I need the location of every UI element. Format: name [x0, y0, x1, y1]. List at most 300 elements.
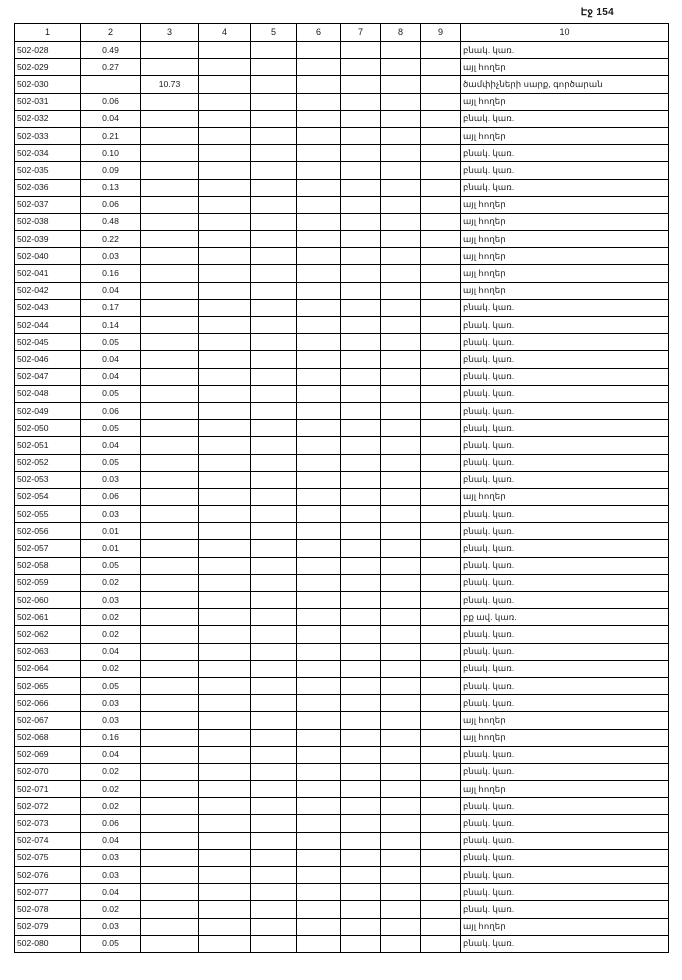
cell-value-3 [141, 351, 199, 368]
cell-value-3 [141, 368, 199, 385]
cell-value-9 [421, 351, 461, 368]
table-row [15, 918, 669, 935]
cell-value-4 [199, 488, 251, 505]
cell-value-4 [199, 282, 251, 299]
cell-value-9 [421, 59, 461, 76]
cell-code: 502-028 [15, 42, 81, 59]
cell-value-5 [251, 609, 297, 626]
cell-value-6 [297, 781, 341, 798]
cell-value-9 [421, 712, 461, 729]
cell-value-8 [381, 110, 421, 127]
table-row [15, 798, 669, 815]
cell-code: 502-076 [15, 867, 81, 884]
cell-code: 502-045 [15, 334, 81, 351]
cell-code: 502-041 [15, 265, 81, 282]
cell-value-4 [199, 420, 251, 437]
cell-value-7 [341, 798, 381, 815]
cell-value-9 [421, 677, 461, 694]
cell-value-9 [421, 901, 461, 918]
cell-value-3 [141, 334, 199, 351]
cell-value-7 [341, 454, 381, 471]
cell-code: 502-059 [15, 574, 81, 591]
cell-value-6 [297, 402, 341, 419]
cell-value-4 [199, 93, 251, 110]
cell-area: 0.05 [81, 334, 141, 351]
table-row [15, 574, 669, 591]
cell-code: 502-056 [15, 523, 81, 540]
cell-value-7 [341, 317, 381, 334]
cell-value-9 [421, 695, 461, 712]
cell-value-8 [381, 506, 421, 523]
cell-value-9 [421, 282, 461, 299]
table-row [15, 351, 669, 368]
cell-value-7 [341, 402, 381, 419]
cell-value-8 [381, 592, 421, 609]
cell-area: 0.21 [81, 127, 141, 144]
cell-area: 0.04 [81, 643, 141, 660]
table-row [15, 935, 669, 952]
cell-value-8 [381, 231, 421, 248]
column-header-2: 2 [81, 24, 141, 42]
cell-area: 0.03 [81, 248, 141, 265]
cell-value-6 [297, 626, 341, 643]
cell-value-9 [421, 643, 461, 660]
cell-value-6 [297, 557, 341, 574]
table-row [15, 265, 669, 282]
cell-value-7 [341, 351, 381, 368]
cell-code: 502-067 [15, 712, 81, 729]
cell-code: 502-061 [15, 609, 81, 626]
cell-value-4 [199, 798, 251, 815]
cell-value-3 [141, 867, 199, 884]
cell-area: 0.03 [81, 592, 141, 609]
cell-area: 0.02 [81, 763, 141, 780]
cell-value-5 [251, 849, 297, 866]
column-header-10: 10 [461, 24, 669, 42]
cell-value-8 [381, 695, 421, 712]
cell-value-7 [341, 763, 381, 780]
cell-value-4 [199, 162, 251, 179]
cell-value-7 [341, 231, 381, 248]
cell-value-9 [421, 884, 461, 901]
cell-value-4 [199, 368, 251, 385]
cell-value-3 [141, 712, 199, 729]
cell-area: 0.02 [81, 574, 141, 591]
cell-code: 502-048 [15, 385, 81, 402]
cell-description: բնակ. կառ. [461, 832, 669, 849]
cell-value-5 [251, 317, 297, 334]
cell-value-5 [251, 935, 297, 952]
cell-value-6 [297, 282, 341, 299]
cell-value-5 [251, 815, 297, 832]
cell-code: 502-069 [15, 746, 81, 763]
cell-code: 502-060 [15, 592, 81, 609]
cell-value-4 [199, 351, 251, 368]
cell-code: 502-074 [15, 832, 81, 849]
cell-value-7 [341, 196, 381, 213]
cell-value-8 [381, 643, 421, 660]
cell-area: 0.04 [81, 746, 141, 763]
cell-value-6 [297, 317, 341, 334]
table-row [15, 626, 669, 643]
cell-value-8 [381, 454, 421, 471]
cell-value-8 [381, 196, 421, 213]
table-row [15, 557, 669, 574]
cell-value-8 [381, 145, 421, 162]
cell-description: այլ հողեր [461, 213, 669, 230]
cell-area: 0.03 [81, 849, 141, 866]
cell-value-4 [199, 695, 251, 712]
land-registry-table [14, 23, 669, 953]
cell-value-3 [141, 196, 199, 213]
cell-value-9 [421, 506, 461, 523]
cell-value-5 [251, 832, 297, 849]
cell-value-9 [421, 849, 461, 866]
cell-code: 502-052 [15, 454, 81, 471]
cell-value-4 [199, 677, 251, 694]
cell-value-6 [297, 729, 341, 746]
cell-value-4 [199, 815, 251, 832]
cell-value-7 [341, 901, 381, 918]
cell-description: ծամփիչների սարք, գործարան [461, 76, 669, 93]
cell-value-3 [141, 798, 199, 815]
cell-area: 0.04 [81, 437, 141, 454]
cell-value-8 [381, 660, 421, 677]
cell-value-3 [141, 729, 199, 746]
cell-value-8 [381, 385, 421, 402]
cell-value-9 [421, 196, 461, 213]
cell-value-3 [141, 609, 199, 626]
cell-value-6 [297, 454, 341, 471]
table-row [15, 59, 669, 76]
cell-value-4 [199, 781, 251, 798]
cell-description: այլ հողեր [461, 729, 669, 746]
cell-value-4 [199, 832, 251, 849]
cell-value-7 [341, 540, 381, 557]
cell-code: 502-075 [15, 849, 81, 866]
cell-value-6 [297, 677, 341, 694]
column-header-5: 5 [251, 24, 297, 42]
cell-value-5 [251, 213, 297, 230]
cell-value-6 [297, 695, 341, 712]
cell-code: 502-058 [15, 557, 81, 574]
table-header-row [15, 24, 669, 42]
cell-value-9 [421, 248, 461, 265]
cell-area: 0.49 [81, 42, 141, 59]
cell-value-4 [199, 110, 251, 127]
cell-value-6 [297, 93, 341, 110]
cell-value-5 [251, 763, 297, 780]
cell-value-9 [421, 626, 461, 643]
cell-value-5 [251, 523, 297, 540]
table-row [15, 832, 669, 849]
cell-value-3 [141, 849, 199, 866]
cell-value-3 [141, 420, 199, 437]
cell-code: 502-034 [15, 145, 81, 162]
cell-value-4 [199, 592, 251, 609]
cell-area: 0.05 [81, 557, 141, 574]
cell-value-3 [141, 385, 199, 402]
cell-area: 0.03 [81, 471, 141, 488]
cell-description: բնակ. կառ. [461, 798, 669, 815]
cell-value-3 [141, 127, 199, 144]
cell-description: բնակ. կառ. [461, 763, 669, 780]
cell-value-3 [141, 213, 199, 230]
cell-value-7 [341, 918, 381, 935]
column-header-9: 9 [421, 24, 461, 42]
cell-value-5 [251, 746, 297, 763]
cell-value-9 [421, 110, 461, 127]
cell-value-8 [381, 901, 421, 918]
cell-value-9 [421, 523, 461, 540]
cell-value-8 [381, 849, 421, 866]
cell-value-4 [199, 248, 251, 265]
cell-value-3 [141, 763, 199, 780]
cell-value-6 [297, 179, 341, 196]
cell-value-5 [251, 488, 297, 505]
cell-value-4 [199, 540, 251, 557]
cell-value-5 [251, 781, 297, 798]
cell-code: 502-040 [15, 248, 81, 265]
cell-value-8 [381, 557, 421, 574]
table-row [15, 609, 669, 626]
cell-value-5 [251, 677, 297, 694]
table-row [15, 815, 669, 832]
cell-value-5 [251, 695, 297, 712]
cell-value-7 [341, 334, 381, 351]
cell-value-6 [297, 385, 341, 402]
cell-value-7 [341, 832, 381, 849]
cell-area: 0.04 [81, 832, 141, 849]
cell-value-6 [297, 334, 341, 351]
table-row [15, 592, 669, 609]
cell-value-6 [297, 849, 341, 866]
cell-value-8 [381, 76, 421, 93]
table-row [15, 299, 669, 316]
cell-code: 502-049 [15, 402, 81, 419]
cell-value-5 [251, 592, 297, 609]
cell-value-4 [199, 609, 251, 626]
cell-value-3 [141, 265, 199, 282]
cell-value-4 [199, 918, 251, 935]
cell-code: 502-033 [15, 127, 81, 144]
cell-code: 502-050 [15, 420, 81, 437]
cell-value-4 [199, 867, 251, 884]
cell-value-7 [341, 884, 381, 901]
cell-description: բնակ. կառ. [461, 299, 669, 316]
cell-value-9 [421, 471, 461, 488]
cell-value-8 [381, 626, 421, 643]
cell-value-6 [297, 867, 341, 884]
cell-value-3 [141, 918, 199, 935]
cell-value-9 [421, 368, 461, 385]
cell-area: 0.06 [81, 815, 141, 832]
cell-value-4 [199, 849, 251, 866]
cell-value-3 [141, 437, 199, 454]
cell-value-7 [341, 265, 381, 282]
cell-value-3 [141, 815, 199, 832]
cell-value-9 [421, 540, 461, 557]
cell-value-3 [141, 643, 199, 660]
cell-value-6 [297, 213, 341, 230]
cell-value-3 [141, 557, 199, 574]
cell-value-6 [297, 110, 341, 127]
cell-area: 0.03 [81, 695, 141, 712]
cell-area: 0.05 [81, 420, 141, 437]
cell-value-7 [341, 935, 381, 952]
cell-area: 0.22 [81, 231, 141, 248]
cell-value-8 [381, 781, 421, 798]
cell-area: 0.04 [81, 884, 141, 901]
cell-value-6 [297, 127, 341, 144]
cell-value-7 [341, 93, 381, 110]
cell-value-6 [297, 368, 341, 385]
column-header-1: 1 [15, 24, 81, 42]
cell-description: բնակ. կառ. [461, 592, 669, 609]
cell-description: բնակ. կառ. [461, 179, 669, 196]
cell-description: այլ հողեր [461, 93, 669, 110]
cell-value-5 [251, 351, 297, 368]
cell-value-8 [381, 299, 421, 316]
table-row [15, 884, 669, 901]
cell-code: 502-047 [15, 368, 81, 385]
cell-value-8 [381, 162, 421, 179]
cell-description: բնակ. կառ. [461, 385, 669, 402]
cell-value-7 [341, 248, 381, 265]
table-row [15, 506, 669, 523]
cell-description: բնակ. կառ. [461, 317, 669, 334]
cell-area: 0.03 [81, 506, 141, 523]
cell-description: բնակ. կառ. [461, 471, 669, 488]
cell-value-8 [381, 471, 421, 488]
cell-value-3 [141, 540, 199, 557]
cell-value-8 [381, 213, 421, 230]
cell-value-4 [199, 935, 251, 952]
cell-value-3 [141, 901, 199, 918]
cell-value-5 [251, 574, 297, 591]
cell-value-6 [297, 265, 341, 282]
cell-value-9 [421, 918, 461, 935]
cell-value-3 [141, 42, 199, 59]
cell-value-4 [199, 437, 251, 454]
cell-value-8 [381, 798, 421, 815]
cell-area: 0.06 [81, 488, 141, 505]
cell-value-9 [421, 420, 461, 437]
cell-value-7 [341, 110, 381, 127]
cell-area: 0.13 [81, 179, 141, 196]
cell-value-8 [381, 179, 421, 196]
cell-value-9 [421, 127, 461, 144]
cell-value-3 [141, 574, 199, 591]
table-row [15, 901, 669, 918]
cell-value-9 [421, 488, 461, 505]
cell-value-4 [199, 746, 251, 763]
cell-value-9 [421, 798, 461, 815]
cell-code: 502-063 [15, 643, 81, 660]
cell-value-7 [341, 488, 381, 505]
cell-value-9 [421, 660, 461, 677]
cell-area: 0.01 [81, 540, 141, 557]
cell-area: 0.02 [81, 901, 141, 918]
cell-code: 502-036 [15, 179, 81, 196]
cell-value-7 [341, 282, 381, 299]
cell-value-5 [251, 42, 297, 59]
cell-value-8 [381, 282, 421, 299]
table-row [15, 110, 669, 127]
cell-code: 502-046 [15, 351, 81, 368]
cell-value-6 [297, 76, 341, 93]
cell-value-7 [341, 712, 381, 729]
cell-description: բնակ. կառ. [461, 42, 669, 59]
cell-value-3 [141, 299, 199, 316]
table-row [15, 523, 669, 540]
cell-value-7 [341, 557, 381, 574]
cell-value-6 [297, 712, 341, 729]
cell-value-7 [341, 867, 381, 884]
cell-value-7 [341, 660, 381, 677]
cell-value-8 [381, 42, 421, 59]
cell-value-6 [297, 59, 341, 76]
cell-area: 0.27 [81, 59, 141, 76]
cell-value-7 [341, 643, 381, 660]
cell-value-5 [251, 162, 297, 179]
cell-description: բնակ. կառ. [461, 660, 669, 677]
cell-code: 502-064 [15, 660, 81, 677]
table-row [15, 196, 669, 213]
cell-value-3 [141, 677, 199, 694]
cell-value-7 [341, 729, 381, 746]
cell-value-7 [341, 574, 381, 591]
cell-value-3 [141, 93, 199, 110]
cell-value-4 [199, 901, 251, 918]
cell-description: այլ հողեր [461, 712, 669, 729]
table-row [15, 867, 669, 884]
cell-value-3 [141, 471, 199, 488]
cell-value-6 [297, 299, 341, 316]
cell-value-3 [141, 781, 199, 798]
table-row [15, 213, 669, 230]
cell-value-5 [251, 506, 297, 523]
table-row [15, 334, 669, 351]
table-row [15, 402, 669, 419]
cell-value-5 [251, 334, 297, 351]
table-row [15, 231, 669, 248]
cell-code: 502-072 [15, 798, 81, 815]
cell-description: այլ հողեր [461, 488, 669, 505]
cell-description: բնակ. կառ. [461, 402, 669, 419]
cell-value-5 [251, 437, 297, 454]
cell-value-7 [341, 437, 381, 454]
cell-value-4 [199, 884, 251, 901]
cell-area: 0.10 [81, 145, 141, 162]
cell-value-9 [421, 145, 461, 162]
cell-area: 0.05 [81, 454, 141, 471]
cell-value-9 [421, 334, 461, 351]
cell-code: 502-065 [15, 677, 81, 694]
cell-area: 0.02 [81, 609, 141, 626]
cell-description: բնակ. կառ. [461, 626, 669, 643]
cell-value-6 [297, 592, 341, 609]
cell-value-6 [297, 420, 341, 437]
cell-value-8 [381, 867, 421, 884]
cell-code: 502-071 [15, 781, 81, 798]
cell-value-4 [199, 127, 251, 144]
cell-description: բնակ. կառ. [461, 849, 669, 866]
cell-area: 0.03 [81, 867, 141, 884]
cell-value-9 [421, 763, 461, 780]
cell-description: այլ հողեր [461, 781, 669, 798]
cell-description: այլ հողեր [461, 127, 669, 144]
